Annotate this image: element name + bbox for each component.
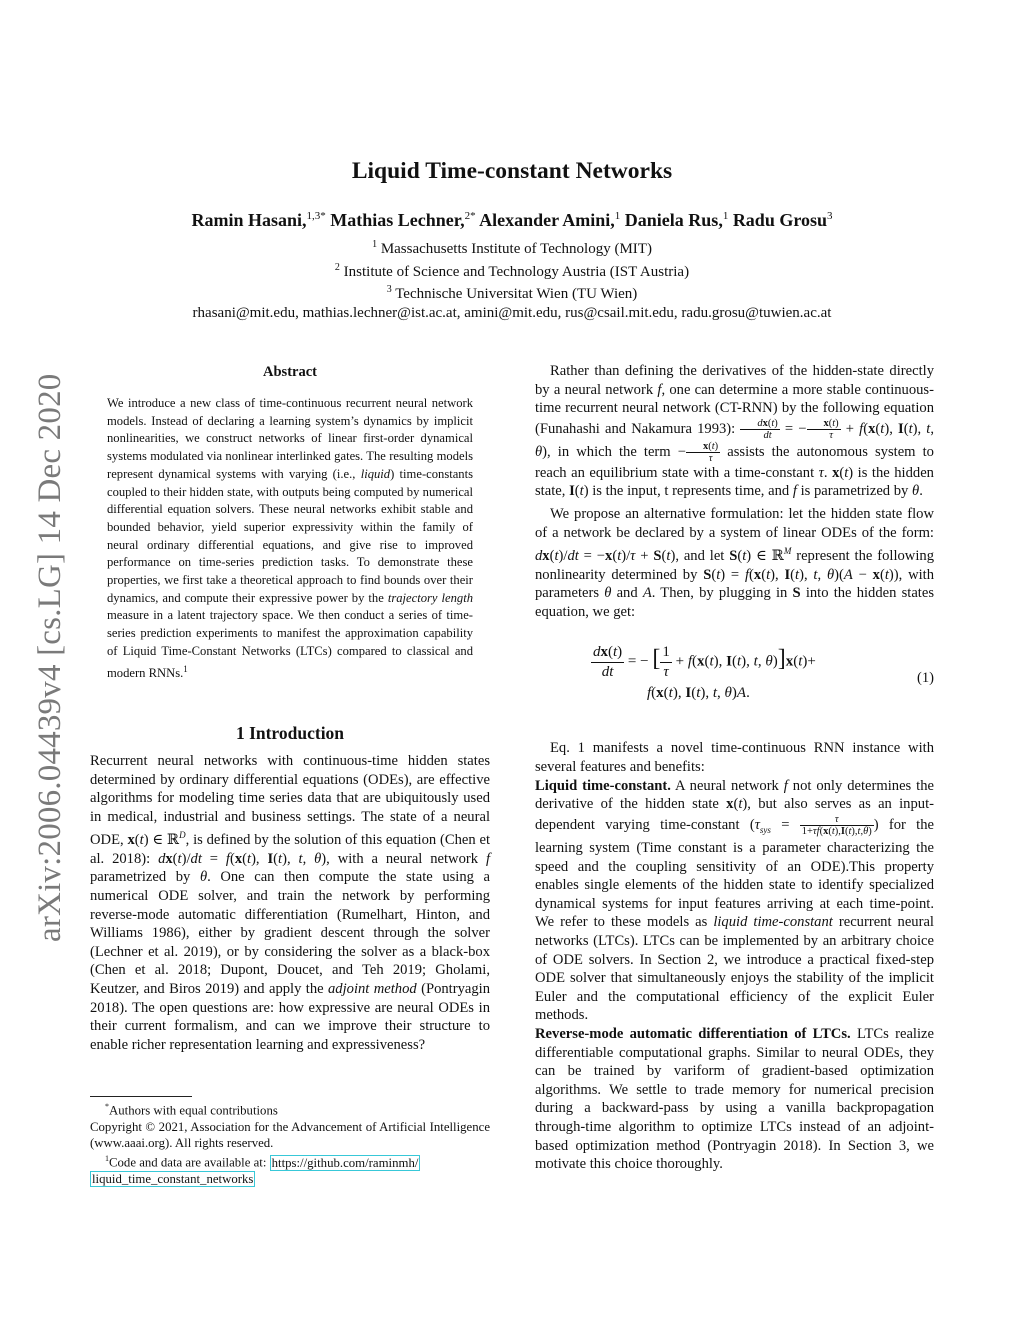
author-name: Mathias Lechner, bbox=[330, 210, 465, 230]
author-name: Ramin Hasani, bbox=[191, 210, 307, 230]
affiliation-line: $^3$ Technische Universitat Wien (TU Wien) bbox=[386, 284, 638, 302]
reverse-mode-paragraph: Reverse-mode automatic differentiation of LTCs. LTCs realize differentiable computational graphs. Similar to neural ODEs, they can be trained by variform of gradient-based optimization algorithms. We settle to trade memory for numerical precision during a backward-pass by using a vanilla backpropagation through-time algorithm to optimize LTCs instead of an adjoint-based optimization method (Pontryagin 2018). In Section 3, we motivate this choice thoroughly. bbox=[535, 1026, 934, 1173]
footnote-rule bbox=[90, 1096, 192, 1097]
author-name: Daniela Rus, bbox=[624, 210, 723, 230]
paper-title: Liquid Time-constant Networks bbox=[351, 158, 673, 184]
abstract-heading: Abstract bbox=[263, 364, 317, 380]
equation-number: (1) bbox=[916, 670, 934, 687]
equation-1-body: $\frac{dx(t)}{dt}$ = − [ $\frac{1}{\tau}$ + f(x(t), I(t), t, θ)]x(t)+ f(x(t), I(t), t, θ)A. bbox=[593, 644, 816, 701]
affiliation-block bbox=[0, 236, 1024, 322]
equation-remark: Eq. 1 manifests a novel time-continuous RNN instance with several features and benefits: bbox=[535, 740, 934, 775]
code-link[interactable]: https://github.com/raminmh/ bbox=[271, 1155, 419, 1170]
footnotes: *Authors with equal contributions Copyright © 2021, Association for the Advancement of Artificial Intelligence (www.aaai.org). All rights reserved. $^1$Code and data are available at: https://github.com/raminmh/ liquid_time_constant_networks bbox=[90, 1096, 490, 1188]
author-mark: 3 bbox=[827, 210, 833, 222]
affiliation-line: $^2$ Institute of Science and Technology Austria (IST Austria) bbox=[334, 261, 690, 280]
author-list bbox=[0, 210, 1024, 231]
author-name: Radu Grosu bbox=[732, 210, 828, 230]
section-heading-introduction: 1 Introduction bbox=[235, 723, 345, 743]
author-mark: 1 bbox=[722, 210, 729, 222]
author-mark: 2* bbox=[464, 210, 476, 222]
affiliation-line: $^1$ Massachusetts Institute of Technology (MIT) bbox=[372, 239, 652, 257]
author-mark: 1,3* bbox=[306, 210, 326, 222]
author-mark: 1 bbox=[614, 210, 621, 222]
right-column-body: Rather than defining the derivatives of the hidden-state directly by a neural network f, one can determine a more stable continuous-time recurrent neural network (CT-RNN) by the following equation (Funahashi and Nakamura 1993): $\frac{dx(t)}{dt}$ = − $\frac{x(t)}{\tau}$ + f(x(t), I(t), t, θ), in which the term − $\frac{x(t)}{\tau}$ assists the autonomous system to reach an equilibrium state with a time-constant τ. x(t) is the hidden state, I(t) is the input, t represents time, and f is parametrized by θ. We propose an alternative formulation: let the hidden state flow of a network be declared by a system of linear ODEs of the form: dx(t)/dt = −x(t)/τ + S(t), and let S(t) ∈ ℝ$^M$ represent the following nonlinearity determined by S(t) = f(x(t), I(t), t, θ)(A − x(t)), with parameters θ and A. Then, by plugging in S into the hidden states equation, we get: $\frac{dx(t)}{dt}$ = − [ $\frac{1}{\tau}$ + f(x(t), I(t), t, θ)]x(t)+ f(x(t), I(t), t, θ)A. (1) Eq. 1 manifests a novel time-continuous RNN instance with several features and benefits: Liquid time-constant. A neural network f not only determines the derivative of the hidden state x(t), but also serves as an input-dependent varying time-constant ($\tau_{sys}$ = $\frac{\tau}{1+\tau f(x(t),I(t),t,\theta)}$ ) for the learning system (Time constant is a parameter characterizing the speed and the coupling sensitivity of an ODE).This property enables single elements of the hidden state to identify specialized dynamical systems for input features arriving at each time-point. We refer to these models as liquid time-constant recurrent neural networks (LTCs). LTCs can be implemented by an arbitrary choice of ODE solvers. In Section 2, we introduce a practical fixed-step ODE solver that simultaneously enjoys the stability of the implicit Euler and the computational efficiency of the explicit Euler methods. Reverse-mode automatic differentiation of LTCs. LTCs realize differentiable computational graphs. Similar to neural ODEs, they can be trained by variform of gradient-based optimization algorithms. We settle to trade memory for numerical precision during a backward-pass by using a vanilla backpropagation through-time algorithm to optimize LTCs instead of an adjoint-based optimization method (Pontryagin 2018). In Section 3, we motivate this choice thoroughly. bbox=[535, 363, 935, 1173]
equation-1 bbox=[535, 639, 934, 721]
introduction-body: Recurrent neural networks with continuous-time hidden states determined by ordinary differential equations (ODEs), are effective algorithms for modeling time series data that are ubiquitously used in medical, industrial and business settings. The state of a neural ODE, x(t) ∈ ℝ$^D$, is defined by the solution of this equation (Chen et al. 2018): dx(t)/dt = f(x(t), I(t), t, θ), with a neural network f parametrized by θ. One can then compute the state using a numerical ODE solver, and train the network by performing reverse-mode automatic differentiation (Rumelhart, Hinton, and Williams 1986), either by gradient descent through the solver (Lechner et al. 2019), or by considering the solver as a black-box (Chen et al. 2018; Dupont, Doucet, and Teh 2019; Gholami, Keutzer, and Biros 2019) and apply the adjoint method (Pontryagin 2018). The open questions are: how expressive are neural ODEs in their current formalism, and can we improve their structure to enable richer representation learning and expressiveness? bbox=[90, 753, 491, 1053]
copyright-notice: Copyright © 2021, Association for the Advancement of Artificial Intelligence (www.aaai.org). All rights reserved. bbox=[90, 1119, 490, 1151]
author-name: Alexander Amini, bbox=[479, 210, 615, 230]
liquid-time-constant-paragraph: Liquid time-constant. A neural network f not only determines the derivative of the hidden state x(t), but also serves as an input-dependent varying time-constant ($\tau_{sys}$ = $\frac{\tau}{1+\tau f(x(t),I(t),t,\theta)}$ ) for the learning system (Time constant is a parameter characterizing the speed and the coupling sensitivity of an ODE).This property enables single elements of the hidden state to identify specialized dynamical systems for input features arriving at each time-point. We refer to these models as liquid time-constant recurrent neural networks (LTCs). LTCs can be implemented by an arbitrary choice of ODE solvers. In Section 2, we introduce a practical fixed-step ODE solver that simultaneously enjoys the stability of the implicit Euler and the computational efficiency of the explicit Euler methods. bbox=[535, 777, 934, 1024]
abstract-body: We introduce a new class of time-continuous recurrent neural network models. Instead of declaring a learning system’s dynamics by implicit nonlinearities, we construct networks of linear first-order dynamical systems modulated via nonlinear interlinked gates. The resulting models represent dynamical systems with varying (i.e., liquid) time-constants coupled to their hidden state, with outputs being computed by numerical differential equation solvers. These neural networks exhibit stable and bounded behavior, yield superior expressivity within the family of neural ordinary differential equations, and give rise to improved performance on time-series prediction tasks. To demonstrate these properties, we first take a theoretical approach to find bounds over their dynamics, and compute their expressive power by the trajectory length measure in a latent trajectory space. We then conduct a series of time-series prediction experiments to manifest the approximation capability of Liquid Time-Constant Networks (LTCs) compared to classical and modern RNNs.$^1$ bbox=[107, 396, 474, 680]
author-emails: rhasani@mit.edu, mathias.lechner@ist.ac.at, amini@mit.edu, rus@csail.mit.edu, radu.grosu@tuwien.ac.at bbox=[192, 304, 832, 321]
code-link-continued[interactable]: liquid_time_constant_networks bbox=[92, 1172, 254, 1187]
arxiv-identifier-stamp: arXiv:2006.04439v4 [cs.LG] 14 Dec 2020 bbox=[32, 373, 68, 942]
